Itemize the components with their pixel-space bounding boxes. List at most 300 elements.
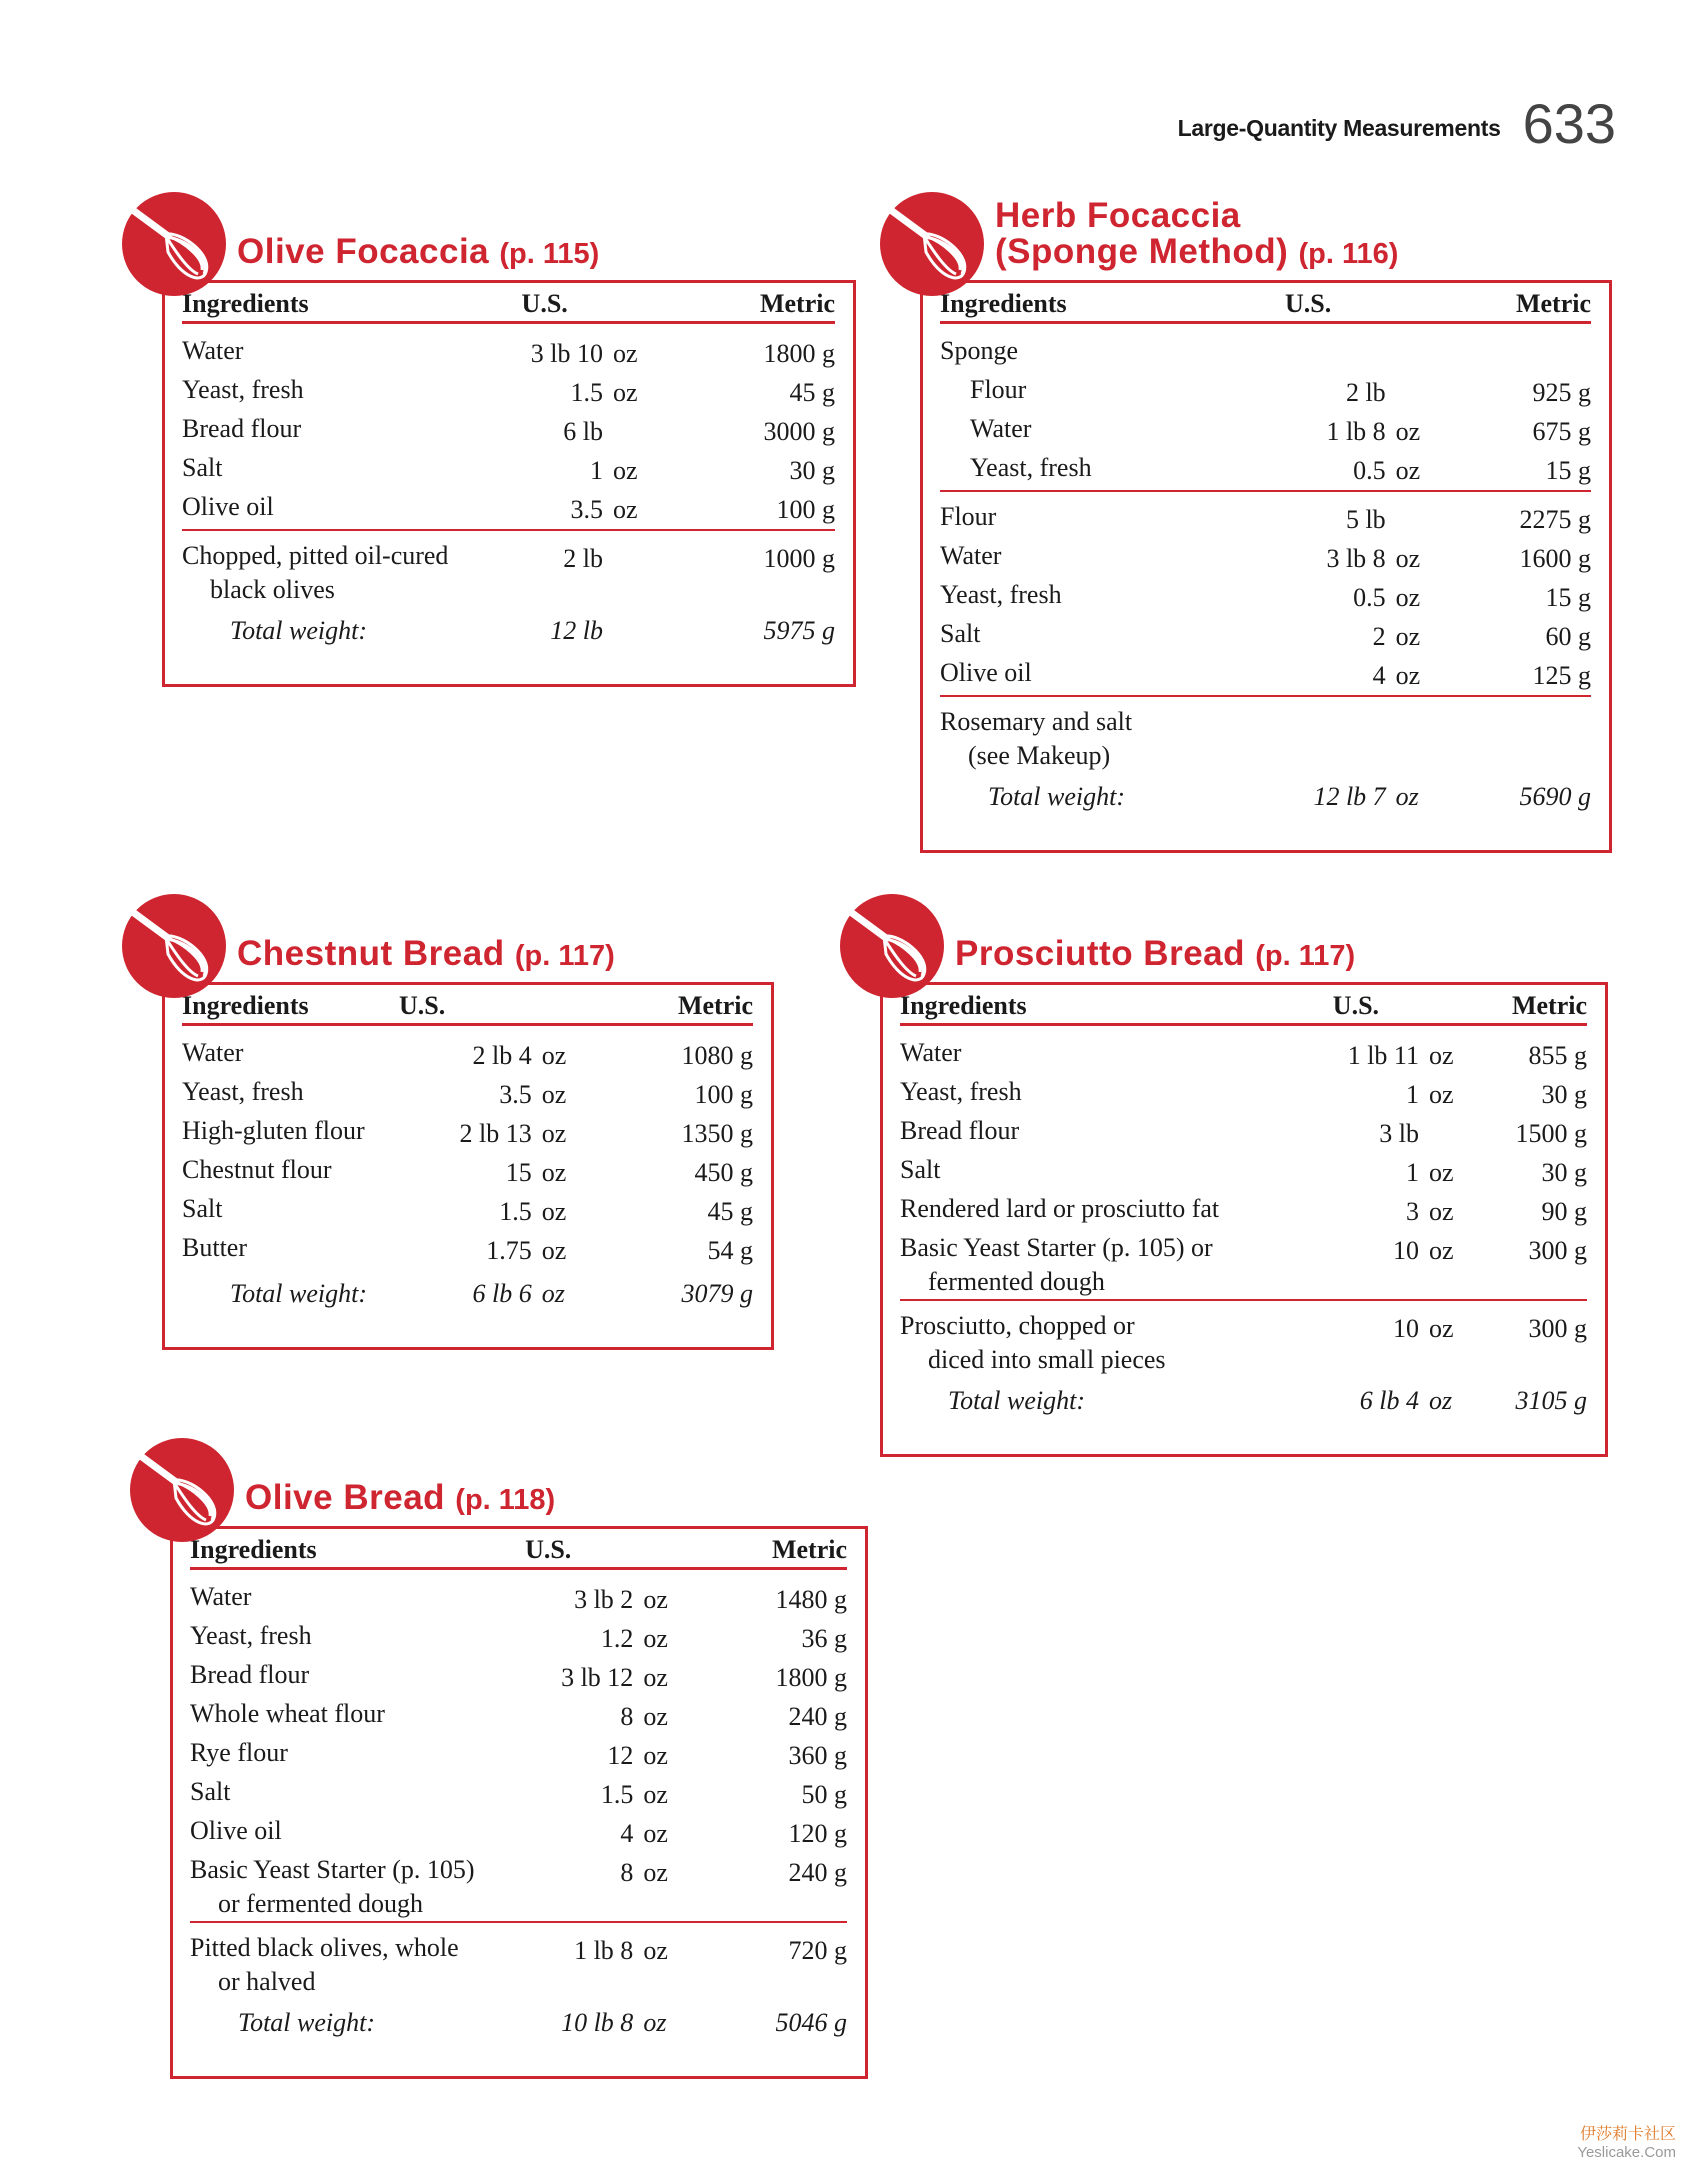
ingredient-name [190, 1775, 525, 1814]
table-row [190, 1736, 847, 1775]
us-quantity: 1 [1405, 1080, 1419, 1109]
ingredient-name-text: Yeast, fresh [970, 453, 1092, 482]
recipe-table-box [162, 280, 856, 687]
column-header-us: U.S. [525, 1535, 702, 1569]
recipe-title-text: Olive Bread [245, 1478, 446, 1517]
column-header-ingredients: Ingredients [182, 991, 399, 1025]
total-weight-row [900, 1377, 1587, 1420]
us-unit: oz [643, 1780, 668, 1809]
total-us-quantity: 6 lb 4 [1359, 1386, 1419, 1415]
us-unit: oz [541, 1158, 567, 1187]
table-row [182, 451, 835, 490]
metric-quantity: 15 g [1545, 583, 1591, 612]
ingredient-name [940, 617, 1285, 656]
us-quantity [1285, 323, 1396, 374]
us-quantity: 4 [1372, 661, 1386, 690]
table-row [182, 1192, 753, 1231]
metric-quantity: 855 g [1528, 1041, 1587, 1070]
column-header-us: U.S. [522, 289, 692, 323]
recipe-prosciutto-bread [880, 934, 1608, 1457]
total-weight-row [190, 1999, 847, 2042]
us-quantity: 1 lb 8 [1326, 417, 1386, 446]
ingredient-name [190, 1619, 525, 1658]
ingredient-name-text: Rye flour [190, 1738, 288, 1767]
column-header-metric: Metric [593, 991, 753, 1025]
recipe-title-text: Chestnut Bread [237, 934, 505, 973]
us-quantity: 6 lb [563, 417, 603, 446]
table-header-row [190, 1535, 847, 1569]
ingredient-name [182, 451, 522, 490]
ingredient-name-text: Olive oil [182, 492, 274, 521]
metric-quantity: 36 g [801, 1624, 847, 1653]
total-weight-label: Total weight: [230, 616, 368, 645]
watermark-line-1: 伊莎莉卡社区 [1579, 2124, 1676, 2143]
total-weight-label: Total weight: [238, 2008, 376, 2037]
running-head [1177, 92, 1616, 155]
recipe-olive-focaccia [162, 232, 856, 687]
watermark-line-2: Yeslicake.Com [1577, 2144, 1676, 2161]
table-header-row [940, 289, 1591, 323]
us-quantity: 3 [1405, 1197, 1419, 1226]
ingredient-name [900, 1153, 1333, 1192]
ingredient-name [182, 1153, 399, 1192]
us-unit: oz [1428, 1158, 1454, 1187]
ingredient-name [182, 1025, 399, 1076]
table-row [182, 1153, 753, 1192]
recipe-page-ref: (p. 118) [455, 1484, 556, 1516]
watermark [1577, 2121, 1676, 2161]
ingredient-name-text: Water [182, 1038, 244, 1067]
column-header-us: U.S. [1333, 991, 1484, 1025]
recipe-table-box [920, 280, 1612, 853]
us-quantity: 1 lb 11 [1347, 1041, 1419, 1070]
table-row [900, 1231, 1587, 1300]
table-row [190, 1569, 847, 1620]
ingredient-name [940, 578, 1285, 617]
ingredient-name-text: Whole wheat flour [190, 1699, 385, 1728]
us-quantity: 8 [620, 1702, 634, 1731]
metric-quantity: 1080 g [681, 1041, 753, 1070]
ingredients-table [190, 1535, 847, 2042]
ingredient-name-continued: diced into small pieces [928, 1345, 1166, 1374]
metric-quantity: 100 g [694, 1080, 753, 1109]
us-quantity: 5 lb [1285, 491, 1396, 539]
us-quantity: 2 [1372, 622, 1386, 651]
us-unit: oz [643, 1585, 668, 1614]
ingredient-name-text: Bread flour [900, 1116, 1020, 1145]
ingredient-name-text: Salt [190, 1777, 231, 1806]
metric-quantity: 45 g [789, 378, 835, 407]
metric-quantity: 125 g [1532, 661, 1591, 690]
ingredient-name [940, 451, 1285, 491]
metric-quantity: 15 g [1545, 456, 1591, 485]
ingredient-name-continued: (see Makeup) [968, 741, 1111, 770]
total-weight-row [182, 607, 835, 650]
ingredient-name-text: Water [970, 414, 1032, 443]
table-row [182, 1231, 753, 1270]
ingredient-name-text: Sponge [940, 336, 1018, 365]
whisk-icon [840, 894, 944, 998]
page-number: 633 [1522, 92, 1616, 155]
us-unit: oz [1395, 622, 1421, 651]
ingredient-name [190, 1736, 525, 1775]
ingredient-name [940, 373, 1285, 412]
table-row [182, 1025, 753, 1076]
metric-quantity: 1800 g [763, 339, 835, 368]
ingredient-name-text: Rosemary and salt [940, 707, 1133, 736]
us-unit [613, 412, 691, 451]
ingredient-name-text: Chopped, pitted oil-cured [182, 541, 449, 570]
table-row [190, 1658, 847, 1697]
ingredient-name-text: Pitted black olives, whole [190, 1933, 459, 1962]
ingredient-name [900, 1192, 1333, 1231]
us-quantity: 3 lb 2 [574, 1585, 634, 1614]
us-quantity: 8 [620, 1858, 634, 1887]
ingredient-name [940, 491, 1285, 539]
recipe-olive-bread [170, 1478, 868, 2079]
ingredient-name-text: Olive oil [190, 1816, 282, 1845]
metric-quantity: 60 g [1545, 622, 1591, 651]
ingredient-name-text: Chestnut flour [182, 1155, 332, 1184]
total-us-quantity: 12 lb [550, 616, 603, 645]
table-row [190, 1814, 847, 1853]
us-unit: oz [643, 1663, 668, 1692]
table-row [190, 1697, 847, 1736]
section-title: Large-Quantity Measurements [1177, 115, 1501, 141]
metric-quantity: 45 g [707, 1197, 753, 1226]
us-unit: oz [541, 1080, 567, 1109]
total-weight-label: Total weight: [230, 1279, 368, 1308]
ingredient-name-text: Butter [182, 1233, 247, 1262]
recipe-title-text: Olive Focaccia [237, 232, 490, 271]
ingredient-name [190, 1569, 525, 1620]
column-header-us: U.S. [1285, 289, 1461, 323]
us-unit [1429, 1114, 1484, 1153]
us-unit: oz [1428, 1197, 1454, 1226]
metric-quantity: 925 g [1532, 378, 1591, 407]
us-unit: oz [1429, 1300, 1484, 1377]
ingredients-table [182, 289, 835, 650]
metric-quantity: 30 g [1541, 1158, 1587, 1187]
column-header-ingredients: Ingredients [900, 991, 1333, 1025]
recipe-title-line-2: (Sponge Method) [995, 232, 1289, 271]
us-unit: oz [1395, 583, 1421, 612]
ingredient-name-text: Flour [940, 502, 997, 531]
us-unit: oz [643, 1702, 668, 1731]
ingredient-name [182, 1075, 399, 1114]
ingredient-name [182, 1114, 399, 1153]
us-unit: oz [643, 1624, 668, 1653]
ingredient-name [182, 490, 522, 530]
column-header-metric: Metric [691, 289, 835, 323]
metric-quantity: 300 g [1484, 1300, 1587, 1377]
column-header-us: U.S. [399, 991, 593, 1025]
ingredient-name-text: Water [900, 1038, 962, 1067]
table-row [182, 1114, 753, 1153]
us-quantity: 15 [505, 1158, 532, 1187]
ingredient-name-text: Basic Yeast Starter (p. 105) or [900, 1233, 1213, 1262]
us-unit [1396, 373, 1461, 412]
us-quantity: 10 [1333, 1300, 1429, 1377]
metric-quantity: 120 g [788, 1819, 847, 1848]
us-quantity: 2 lb [1345, 378, 1386, 407]
metric-quantity: 30 g [789, 456, 835, 485]
ingredient-name-text: Water [190, 1582, 252, 1611]
total-us-unit: oz [1395, 782, 1419, 811]
ingredient-name-text: High-gluten flour [182, 1116, 365, 1145]
recipe-title [237, 234, 599, 272]
us-quantity: 2 lb 4 [472, 1041, 532, 1070]
ingredient-name-text: Bread flour [182, 414, 302, 443]
us-unit: oz [1428, 1236, 1454, 1265]
table-row [182, 490, 835, 530]
ingredient-name [190, 1922, 525, 1999]
us-quantity: 1.2 [600, 1624, 634, 1653]
us-quantity: 2 lb [522, 530, 613, 607]
us-quantity: 0.5 [1353, 583, 1386, 612]
total-us-quantity: 12 lb 7 [1313, 782, 1386, 811]
total-metric-quantity: 3105 g [1515, 1386, 1587, 1415]
ingredients-table [900, 991, 1587, 1420]
ingredient-name-text: Salt [900, 1155, 941, 1184]
whisk-icon [122, 894, 226, 998]
us-unit: oz [541, 1119, 567, 1148]
ingredient-name [190, 1814, 525, 1853]
total-weight-label: Total weight: [948, 1386, 1086, 1415]
recipe-table-box [162, 982, 774, 1350]
ingredient-name [900, 1300, 1333, 1377]
total-weight-row [182, 1270, 753, 1313]
us-quantity: 12 [607, 1741, 634, 1770]
table-row [940, 539, 1591, 578]
metric-quantity: 720 g [702, 1922, 847, 1999]
us-unit [1396, 491, 1461, 539]
ingredient-name-text: Bread flour [190, 1660, 310, 1689]
ingredient-name-text: Yeast, fresh [182, 375, 304, 404]
ingredient-name-text: Salt [940, 619, 981, 648]
table-row [900, 1025, 1587, 1076]
table-row [900, 1300, 1587, 1377]
us-unit: oz [1395, 456, 1421, 485]
ingredient-name [190, 1658, 525, 1697]
recipe-chestnut-bread [162, 934, 774, 1350]
ingredient-name-text: Yeast, fresh [182, 1077, 304, 1106]
table-row [900, 1192, 1587, 1231]
table-row [940, 656, 1591, 696]
metric-quantity: 240 g [788, 1702, 847, 1731]
table-row [900, 1153, 1587, 1192]
ingredient-name [940, 539, 1285, 578]
us-quantity: 3 lb 8 [1326, 544, 1386, 573]
us-quantity: 1 [1405, 1158, 1419, 1187]
ingredient-name [182, 1192, 399, 1231]
column-header-metric: Metric [702, 1535, 847, 1569]
table-row [182, 412, 835, 451]
metric-quantity: 360 g [788, 1741, 847, 1770]
total-us-unit: oz [643, 2008, 667, 2037]
ingredient-name [900, 1231, 1333, 1300]
us-unit: oz [1428, 1041, 1454, 1070]
ingredients-table [940, 289, 1591, 816]
us-unit [1396, 696, 1461, 773]
us-unit: oz [1428, 1080, 1454, 1109]
recipe-page-ref: (p. 115) [499, 238, 600, 270]
recipe-title-text: Herb Focaccia [995, 196, 1241, 235]
metric-quantity: 1350 g [681, 1119, 753, 1148]
us-unit: oz [643, 1819, 668, 1848]
ingredient-name-text: Water [182, 336, 244, 365]
metric-quantity: 1000 g [691, 530, 835, 607]
table-row [940, 373, 1591, 412]
us-unit [613, 530, 691, 607]
table-row [182, 530, 835, 607]
us-unit: oz [541, 1197, 567, 1226]
ingredient-name-text: Salt [182, 1194, 223, 1223]
us-quantity: 3 lb 10 [530, 339, 603, 368]
metric-quantity: 2275 g [1461, 491, 1591, 539]
whisk-icon [130, 1438, 234, 1542]
us-unit: oz [643, 1858, 668, 1887]
metric-quantity [1461, 696, 1591, 773]
total-metric-quantity: 5690 g [1519, 782, 1591, 811]
metric-quantity: 450 g [694, 1158, 753, 1187]
us-unit: oz [612, 495, 638, 524]
total-metric-quantity: 5046 g [775, 2008, 847, 2037]
ingredient-name-continued: or halved [218, 1967, 316, 1996]
column-header-ingredients: Ingredients [940, 289, 1285, 323]
recipe-page-ref: (p. 117) [514, 940, 615, 972]
recipe-title [237, 936, 615, 974]
whisk-icon [122, 192, 226, 296]
us-unit: oz [612, 339, 638, 368]
table-row [190, 1922, 847, 1999]
table-row [900, 1075, 1587, 1114]
ingredient-name-text: Yeast, fresh [940, 580, 1062, 609]
us-quantity: 4 [620, 1819, 634, 1848]
total-weight-label: Total weight: [988, 782, 1126, 811]
ingredient-name [182, 323, 522, 374]
table-row [940, 412, 1591, 451]
ingredient-name [182, 1231, 399, 1270]
ingredient-name-continued: or fermented dough [218, 1889, 424, 1918]
metric-quantity: 30 g [1541, 1080, 1587, 1109]
ingredient-name-continued: fermented dough [928, 1267, 1105, 1296]
total-metric-quantity: 3079 g [681, 1279, 753, 1308]
us-quantity: 3 lb 12 [561, 1663, 634, 1692]
recipe-page-ref: (p. 117) [1255, 940, 1356, 972]
ingredient-name-text: Yeast, fresh [190, 1621, 312, 1650]
ingredient-name [940, 656, 1285, 696]
metric-quantity: 90 g [1541, 1197, 1587, 1226]
ingredient-name [900, 1025, 1333, 1076]
recipe-herb-focaccia [920, 196, 1612, 853]
ingredient-name-text: Rendered lard or prosciutto fat [900, 1194, 1220, 1223]
ingredient-name [940, 696, 1285, 773]
us-quantity: 10 [1392, 1236, 1419, 1265]
us-quantity [1285, 696, 1396, 773]
ingredient-name [940, 412, 1285, 451]
ingredient-name [190, 1853, 525, 1922]
us-quantity: 1.5 [600, 1780, 634, 1809]
us-unit: oz [643, 1741, 668, 1770]
column-header-metric: Metric [1461, 289, 1591, 323]
total-us-unit: oz [1428, 1386, 1453, 1415]
ingredient-name-text: Basic Yeast Starter (p. 105) [190, 1855, 475, 1884]
us-unit: oz [612, 456, 638, 485]
table-row [940, 451, 1591, 491]
metric-quantity: 300 g [1528, 1236, 1587, 1265]
metric-quantity: 54 g [707, 1236, 753, 1265]
ingredient-name [182, 373, 522, 412]
column-header-ingredients: Ingredients [182, 289, 522, 323]
us-unit: oz [541, 1041, 567, 1070]
table-header-row [900, 991, 1587, 1025]
us-quantity: 1 lb 8 [525, 1922, 643, 1999]
table-row [182, 323, 835, 374]
metric-quantity: 1480 g [775, 1585, 847, 1614]
whisk-icon [880, 192, 984, 296]
column-header-metric: Metric [1484, 991, 1587, 1025]
ingredient-name [182, 530, 522, 607]
us-quantity: 3.5 [499, 1080, 532, 1109]
table-row [940, 578, 1591, 617]
recipe-table-box [880, 982, 1608, 1457]
table-header-row [182, 289, 835, 323]
us-quantity: 1.5 [499, 1197, 532, 1226]
metric-quantity: 1500 g [1515, 1119, 1587, 1148]
total-metric-quantity: 5975 g [763, 616, 835, 645]
ingredients-table [182, 991, 753, 1313]
us-unit: oz [1395, 544, 1421, 573]
metric-quantity: 50 g [801, 1780, 847, 1809]
ingredient-name [900, 1114, 1333, 1153]
column-header-ingredients: Ingredients [190, 1535, 525, 1569]
total-us-unit [613, 607, 691, 650]
ingredient-name [190, 1697, 525, 1736]
recipe-table-box [170, 1526, 868, 2079]
table-row [900, 1114, 1587, 1153]
table-row [940, 323, 1591, 374]
us-unit [1396, 323, 1461, 374]
recipe-title [245, 1480, 555, 1518]
table-row [940, 491, 1591, 539]
ingredient-name [900, 1075, 1333, 1114]
table-row [190, 1853, 847, 1922]
total-us-quantity: 6 lb 6 [472, 1279, 532, 1308]
ingredient-name [940, 323, 1285, 374]
ingredient-name-text: Prosciutto, chopped or [900, 1311, 1135, 1340]
table-header-row [182, 991, 753, 1025]
total-weight-row [940, 773, 1591, 816]
recipe-page-ref: (p. 116) [1298, 238, 1399, 270]
table-row [190, 1775, 847, 1814]
us-unit: oz [1395, 661, 1421, 690]
total-us-quantity: 10 lb 8 [561, 2008, 634, 2037]
ingredient-name [182, 412, 522, 451]
ingredient-name-text: Flour [970, 375, 1027, 404]
us-unit: oz [1395, 417, 1421, 446]
us-quantity: 1.5 [570, 378, 603, 407]
metric-quantity: 240 g [788, 1858, 847, 1887]
us-quantity: 1 [589, 456, 603, 485]
metric-quantity: 100 g [776, 495, 835, 524]
us-quantity: 2 lb 13 [459, 1119, 532, 1148]
total-us-unit: oz [541, 1279, 565, 1308]
ingredient-name-text: Yeast, fresh [900, 1077, 1022, 1106]
us-unit: oz [643, 1922, 702, 1999]
recipe-title-text: Prosciutto Bread [955, 934, 1245, 973]
table-row [940, 696, 1591, 773]
